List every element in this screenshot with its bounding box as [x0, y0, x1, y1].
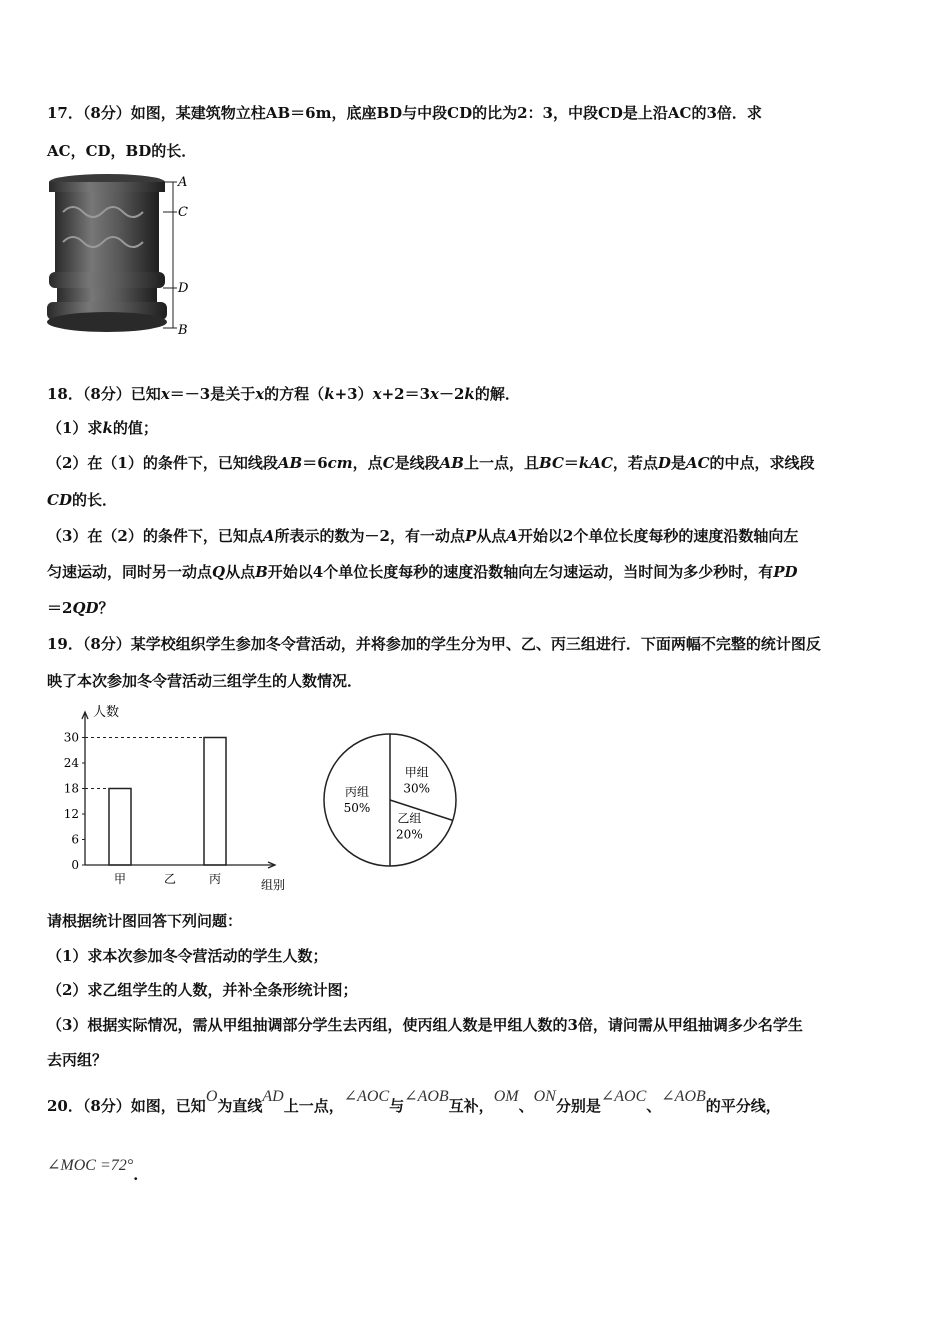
q18-part3-end: ＝2QD？ [47, 599, 114, 617]
q19-part2: （2）求乙组学生的人数，并补全条形统计图； [47, 981, 358, 999]
pie-slice-percent: 50% [343, 801, 371, 815]
y-tick-label: 24 [63, 756, 79, 770]
y-tick-label: 18 [63, 781, 79, 796]
q19-part3: （3）根据实际情况，需从甲组抽调部分学生去丙组，使丙组人数是甲组人数的3倍，请问需从甲组抽调多少名学生 [47, 1016, 803, 1034]
q20-line2: ∠MOC =72°. [47, 1157, 139, 1184]
pie-slice-label: 丙组 [344, 785, 370, 799]
label-b: B [178, 323, 188, 338]
q19-line2: 映了本次参加冬令营活动三组学生的人数情况． [47, 672, 363, 690]
q19-part1: （1）求本次参加冬令营活动的学生人数； [47, 947, 328, 965]
label-c: C [178, 205, 188, 220]
x-tick-label: 丙 [208, 872, 222, 886]
x-tick-label: 乙 [163, 872, 177, 886]
label-d: D [178, 281, 189, 296]
y-tick-label: 12 [63, 807, 79, 821]
q18-line1: 18．（8分）已知x＝－3是关于x的方程（k+3）x+2＝3x－2k的解． [47, 385, 520, 403]
q18-part2: （2）在（1）的条件下，已知线段AB＝6cm，点C是线段AB上一点，且BC＝kAC，若点D是AC的中点，求线段 [47, 454, 815, 472]
pie-slice-percent: 30% [403, 781, 431, 796]
y-tick-label: 30 [63, 730, 79, 745]
y-axis-label: 人数 [93, 705, 120, 720]
q18-part3-cont: 匀速运动，同时另一动点Q从点B开始以4个单位长度每秒的速度沿数轴向左匀速运动，当时间为多少秒时，有PD [47, 563, 798, 581]
q18-part1: （1）求k的值； [47, 419, 158, 437]
pie-slice-percent: 20% [396, 827, 423, 842]
q19-line1: 19．（8分）某学校组织学生参加冬令营活动，并将参加的学生分为甲、乙、丙三组进行．下面两幅不完整的统计图反 [47, 635, 821, 653]
pie-chart [315, 725, 465, 875]
pillar-figure [45, 172, 195, 342]
bar [109, 789, 131, 866]
y-tick-label: 0 [71, 858, 79, 872]
x-tick-label: 甲 [113, 872, 127, 886]
q17-line1: 17．（8分）如图，某建筑物立柱AB＝6m，底座BD与中段CD的比为2：3，中段CD是上沿AC的3倍．求 [47, 104, 762, 122]
q18-part3: （3）在（2）的条件下，已知点A所表示的数为－2，有一动点P从点A开始以2个单位长度每秒的速度沿数轴向左 [47, 527, 799, 545]
q19-part3-cont: 去丙组？ [47, 1051, 108, 1069]
bar-chart [55, 700, 300, 895]
q20-line1: 20．（8分）如图，已知O为直线AD上一点，∠AOC与∠AOB互补，OM、ON分别是∠AOC、∠AOB的平分线， [47, 1088, 781, 1115]
x-axis-label: 组别 [261, 878, 286, 892]
q19-prompt: 请根据统计图回答下列问题： [47, 912, 243, 930]
y-tick-label: 6 [71, 832, 79, 847]
q18-part2-cont: CD的长． [47, 491, 117, 509]
bar [204, 738, 226, 866]
pie-slice-label: 甲组 [404, 765, 429, 780]
pie-slice-label: 乙组 [397, 811, 422, 826]
q17-line2: AC，CD，BD的长． [47, 142, 197, 160]
label-a: A [178, 175, 188, 190]
